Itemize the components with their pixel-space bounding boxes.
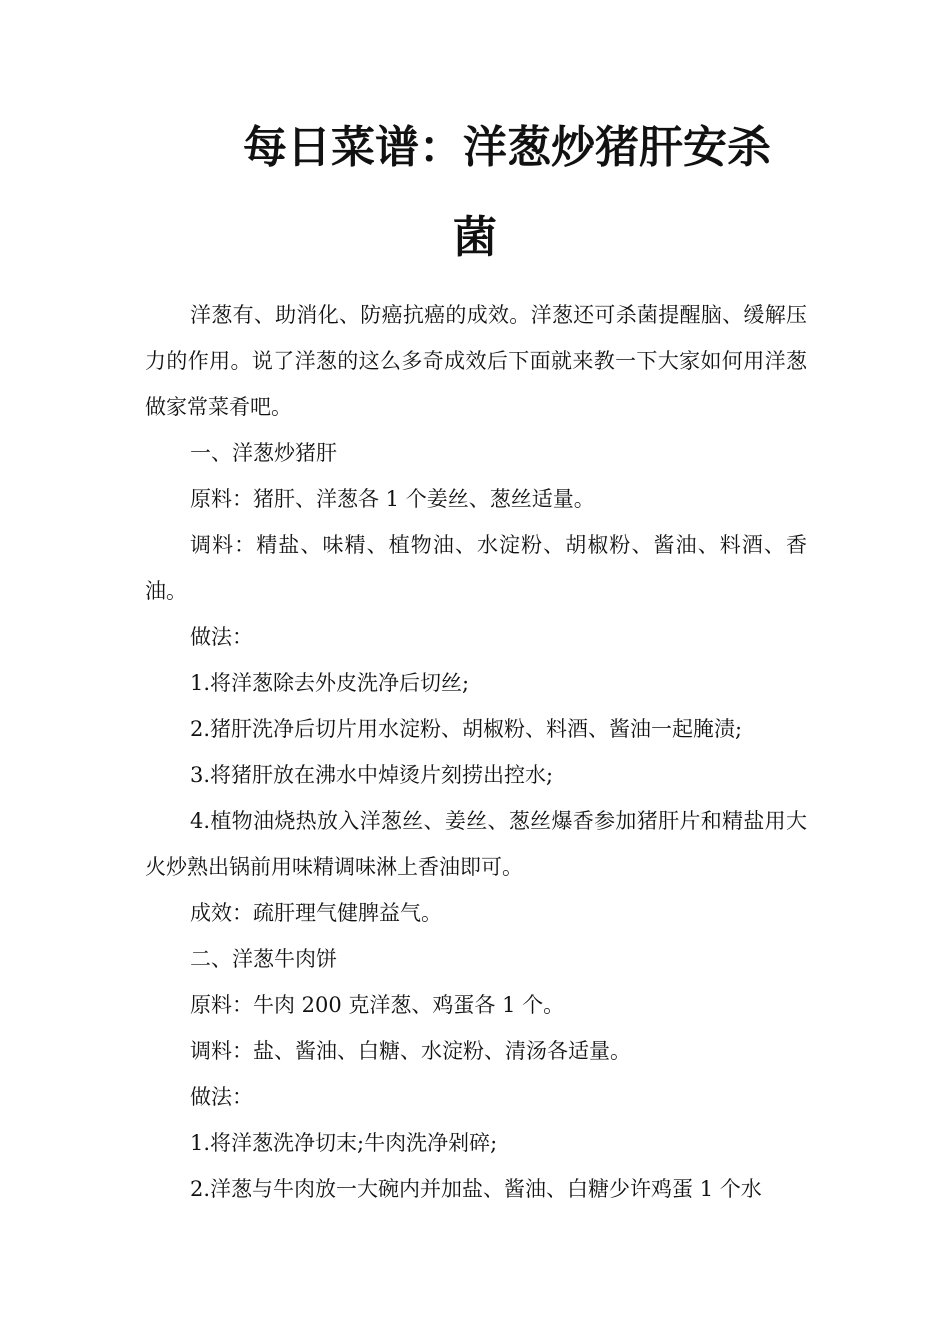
method-heading-2: 做法： xyxy=(190,1085,253,1109)
ingredients-paragraph-2: 原料：牛肉 200 克洋葱、鸡蛋各 1 个。 xyxy=(190,993,565,1017)
seasoning-paragraph-2: 调料：盐、酱油、白糖、水淀粉、清汤各适量。 xyxy=(190,1039,631,1063)
ingredients-paragraph-1: 原料：猪肝、洋葱各 1 个姜丝、葱丝适量。 xyxy=(190,487,595,511)
effect-paragraph-1: 成效：疏肝理气健脾益气。 xyxy=(190,901,442,925)
step-2-1: 1.将洋葱洗净切末;牛肉洗净剁碎; xyxy=(190,1131,498,1155)
step-1-4: 4.植物油烧热放入洋葱丝、姜丝、葱丝爆香参加猪肝片和精盐用大火炒熟出锅前用味精调味淋上香油即可。 xyxy=(145,809,807,879)
section-heading-1: 一、洋葱炒猪肝 xyxy=(190,441,337,465)
document-body xyxy=(145,292,807,1212)
step-2-2: 2.洋葱与牛肉放一大碗内并加盐、酱油、白糖少许鸡蛋 1 个水 xyxy=(190,1177,762,1201)
document-title-line-1: 每日菜谱：洋葱炒猪肝安杀 xyxy=(243,122,771,173)
method-heading-1: 做法： xyxy=(190,625,253,649)
intro-paragraph: 洋葱有、助消化、防癌抗癌的成效。洋葱还可杀菌提醒脑、缓解压力的作用。说了洋葱的这么多奇成效后下面就来教一下大家如何用洋葱做家常菜肴吧。 xyxy=(145,303,807,419)
step-1-3: 3.将猪肝放在沸水中焯烫片刻捞出控水; xyxy=(190,763,554,787)
step-1-2: 2.猪肝洗净后切片用水淀粉、胡椒粉、料酒、酱油一起腌渍; xyxy=(190,717,743,741)
document-title-line-2: 菌 xyxy=(453,212,497,263)
section-heading-2: 二、洋葱牛肉饼 xyxy=(190,947,337,971)
step-1-1: 1.将洋葱除去外皮洗净后切丝; xyxy=(190,671,470,695)
seasoning-paragraph-1: 调料：精盐、味精、植物油、水淀粉、胡椒粉、酱油、料酒、香油。 xyxy=(145,533,807,603)
